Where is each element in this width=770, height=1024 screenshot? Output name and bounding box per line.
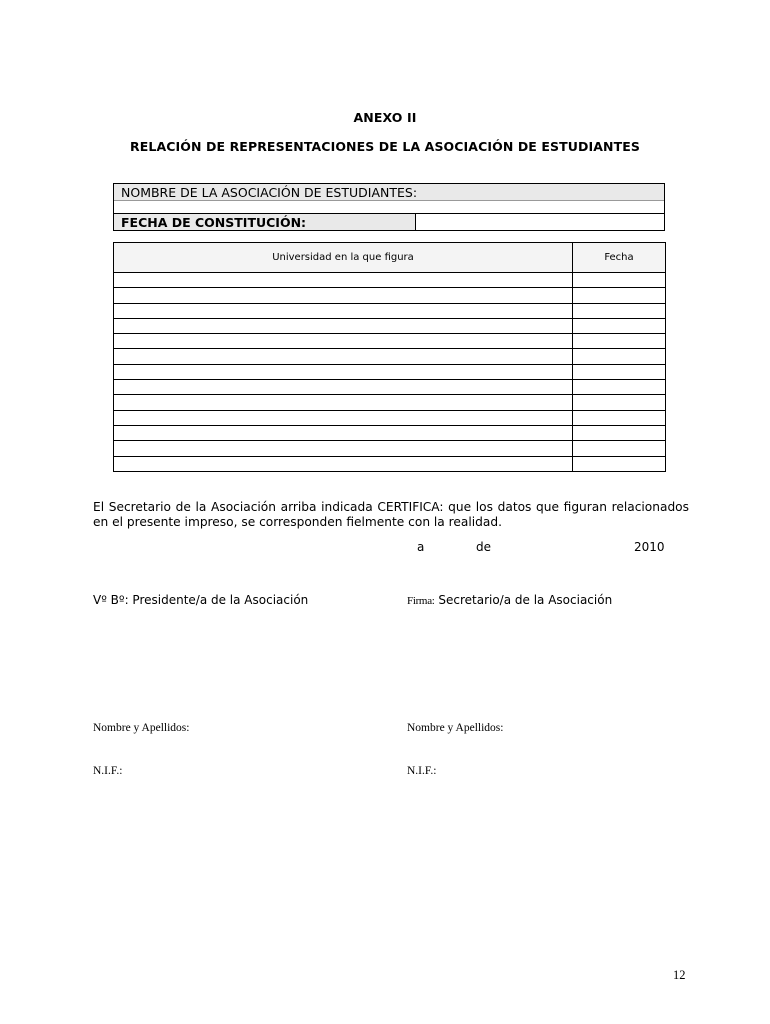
date-cell[interactable] xyxy=(573,349,666,364)
date-cell[interactable] xyxy=(573,410,666,425)
university-cell[interactable] xyxy=(114,456,573,471)
university-cell[interactable] xyxy=(114,410,573,425)
university-cell[interactable] xyxy=(114,318,573,333)
table-row xyxy=(114,273,666,288)
date-year: 2010 xyxy=(634,540,665,554)
constitution-date-label: FECHA DE CONSTITUCIÓN: xyxy=(121,215,307,230)
university-cell[interactable] xyxy=(114,349,573,364)
table-row xyxy=(114,349,666,364)
secretary-role: Secretario/a de la Asociación xyxy=(434,593,613,607)
header-date: Fecha xyxy=(573,243,666,273)
date-cell[interactable] xyxy=(573,456,666,471)
certification-text: El Secretario de la Asociación arriba indicada CERTIFICA: que los datos que figuran relacionados en el presente impreso, se corresponden fielmente con la realidad. xyxy=(93,500,689,529)
nif-label-right: N.I.F.: xyxy=(407,765,437,777)
table-row xyxy=(114,303,666,318)
university-cell[interactable] xyxy=(114,334,573,349)
table-header-row xyxy=(114,243,666,273)
constitution-date-box xyxy=(113,213,665,231)
association-name-label: NOMBRE DE LA ASOCIACIÓN DE ESTUDIANTES: xyxy=(121,185,418,200)
university-cell[interactable] xyxy=(114,395,573,410)
date-cell[interactable] xyxy=(573,441,666,456)
header-university: Universidad en la que figura xyxy=(114,243,573,273)
annex-heading: ANEXO II xyxy=(353,110,417,125)
university-cell[interactable] xyxy=(114,380,573,395)
table-row xyxy=(114,318,666,333)
university-cell[interactable] xyxy=(114,441,573,456)
date-cell[interactable] xyxy=(573,395,666,410)
date-a: a xyxy=(417,540,425,554)
date-cell[interactable] xyxy=(573,273,666,288)
table-row xyxy=(114,288,666,303)
date-cell[interactable] xyxy=(573,334,666,349)
table-row xyxy=(114,425,666,440)
date-de: de xyxy=(476,540,491,554)
president-signature-label: Vº Bº: Presidente/a de la Asociación xyxy=(93,593,309,607)
university-cell[interactable] xyxy=(114,303,573,318)
name-label-left: Nombre y Apellidos: xyxy=(93,722,190,734)
name-label-right: Nombre y Apellidos: xyxy=(407,722,504,734)
document-title: RELACIÓN DE REPRESENTACIONES DE LA ASOCIACIÓN DE ESTUDIANTES xyxy=(130,139,640,154)
date-cell[interactable] xyxy=(573,288,666,303)
table-row xyxy=(114,380,666,395)
table-row xyxy=(114,395,666,410)
association-name-box xyxy=(113,183,665,214)
nif-label-left: N.I.F.: xyxy=(93,765,123,777)
university-cell[interactable] xyxy=(114,425,573,440)
university-cell[interactable] xyxy=(114,273,573,288)
university-cell[interactable] xyxy=(114,288,573,303)
table-row xyxy=(114,334,666,349)
table-row xyxy=(114,410,666,425)
secretary-signature-label xyxy=(407,593,612,607)
date-cell[interactable] xyxy=(573,318,666,333)
date-cell[interactable] xyxy=(573,425,666,440)
representations-table xyxy=(113,242,666,472)
university-cell[interactable] xyxy=(114,364,573,379)
date-cell[interactable] xyxy=(573,380,666,395)
firma-prefix: Firma: xyxy=(407,595,435,607)
table-row xyxy=(114,364,666,379)
table-row xyxy=(114,441,666,456)
page-number: 12 xyxy=(673,968,686,982)
date-cell[interactable] xyxy=(573,303,666,318)
date-cell[interactable] xyxy=(573,364,666,379)
table-row xyxy=(114,456,666,471)
